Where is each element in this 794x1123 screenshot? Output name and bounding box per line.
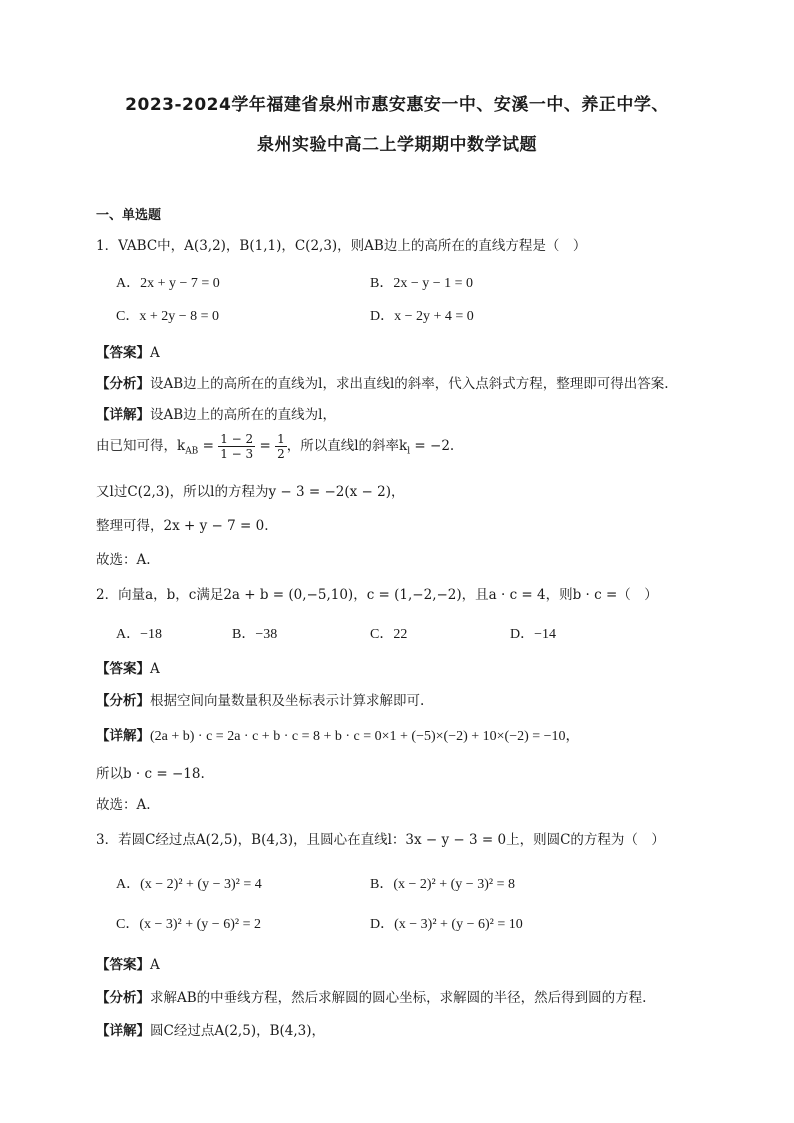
paper-title-line2: 泉州实验中高二上学期期中数学试题: [257, 135, 537, 155]
q3-analysis: [96, 986, 646, 1006]
analysis-text: 设AB边上的高所在的直线为l，求出直线l的斜率，代入点斜式方程，整理即可得出答案.: [150, 376, 669, 392]
slope-subscript: AB: [185, 446, 199, 457]
fraction-denominator: 2: [277, 447, 285, 461]
fraction-numerator: 1: [277, 432, 285, 446]
q2-option-c: C．22: [370, 627, 408, 642]
q3-option-d: D．(x − 3)² + (y − 6)² = 10: [370, 917, 523, 932]
detail-tag: 【详解】: [96, 728, 150, 744]
detail-tag: 【详解】: [96, 1023, 150, 1039]
fraction-denominator: 1 − 3: [220, 447, 254, 461]
q1-simplified: 整理可得，2x + y − 7 = 0.: [96, 518, 269, 534]
q1-line-equation: 又l过C(2,3)，所以l的方程为y − 3 = −2(x − 2)，: [96, 484, 405, 500]
answer-value: A: [150, 661, 160, 677]
q2-answer: [96, 657, 160, 677]
equals-sign: =: [198, 438, 219, 454]
q2-choice: 故选：A.: [96, 797, 151, 813]
q3-option-c: C．(x − 3)² + (y − 6)² = 2: [116, 917, 261, 932]
answer-tag: 【答案】: [96, 661, 150, 677]
q2-option-b: B．−38: [232, 627, 278, 642]
half-fraction: [275, 432, 287, 461]
fraction-numerator: 1 − 2: [220, 432, 254, 446]
slope-text: ，所以直线l的斜率k: [286, 438, 408, 454]
detail-tag: 【详解】: [96, 407, 150, 423]
analysis-text: 求解AB的中垂线方程，然后求解圆的圆心坐标，求解圆的半径，然后得到圆的方程.: [150, 990, 647, 1006]
q1-answer: [96, 341, 160, 361]
slope-value: = −2.: [410, 438, 455, 454]
answer-tag: 【答案】: [96, 957, 150, 973]
answer-tag: 【答案】: [96, 345, 150, 361]
analysis-tag: 【分析】: [96, 990, 150, 1006]
q2-stem: 2．向量a，b，c满足2a + b = (0,−5,10)，c = (1,−2,−2)，且a · c = 4，则b · c =（ ）: [96, 587, 658, 603]
q1-option-d: D．x − 2y + 4 = 0: [370, 309, 474, 324]
slope-prefix: 由已知可得，k: [96, 438, 186, 454]
q2-analysis: [96, 689, 424, 709]
slope-subscript-l: l: [407, 446, 411, 457]
q1-choice: 故选：A.: [96, 552, 151, 568]
slope-fraction: [218, 432, 255, 461]
q1-option-c: C．x + 2y − 8 = 0: [116, 309, 220, 324]
q1-option-a: A．2x + y − 7 = 0: [116, 276, 220, 291]
analysis-tag: 【分析】: [96, 693, 150, 709]
q1-analysis: [96, 372, 669, 392]
q2-result: 所以b · c = −18.: [96, 766, 205, 782]
q2-detail: [96, 724, 580, 745]
paper-title-line1: 2023-2024学年福建省泉州市惠安惠安一中、安溪一中、养正中学、: [125, 95, 669, 115]
q3-option-a: A．(x − 2)² + (y − 3)² = 4: [116, 877, 262, 892]
q3-answer: [96, 953, 160, 973]
analysis-text: 根据空间向量数量积及坐标表示计算求解即可.: [150, 693, 425, 709]
section-heading: 一、单选题: [96, 208, 162, 223]
q2-option-d: D．−14: [510, 627, 557, 642]
q3-option-b: B．(x − 2)² + (y − 3)² = 8: [370, 877, 515, 892]
answer-value: A: [150, 957, 160, 973]
detail-text: 圆C经过点A(2,5)，B(4,3)，: [150, 1023, 326, 1039]
q3-detail: [96, 1019, 325, 1039]
analysis-tag: 【分析】: [96, 376, 150, 392]
answer-value: A: [150, 345, 160, 361]
q1-stem: 1．VABC中，A(3,2)，B(1,1)，C(2,3)，则AB边上的高所在的直线方程是（ ）: [96, 238, 587, 254]
q2-option-a: A．−18: [116, 627, 163, 642]
equals-sign: =: [255, 438, 276, 454]
detail-text: (2a + b) · c = 2a · c + b · c = 8 + b · c = 0×1 + (−5)×(−2) + 10×(−2) = −10，: [150, 729, 580, 744]
detail-text: 设AB边上的高所在的直线为l，: [150, 407, 336, 423]
q1-slope-line: [96, 432, 454, 461]
q3-stem: 3．若圆C经过点A(2,5)，B(4,3)，且圆心在直线l：3x − y − 3 = 0上，则圆C的方程为（ ）: [96, 832, 665, 848]
q1-option-b: B．2x − y − 1 = 0: [370, 276, 474, 291]
q1-detail: [96, 403, 336, 423]
